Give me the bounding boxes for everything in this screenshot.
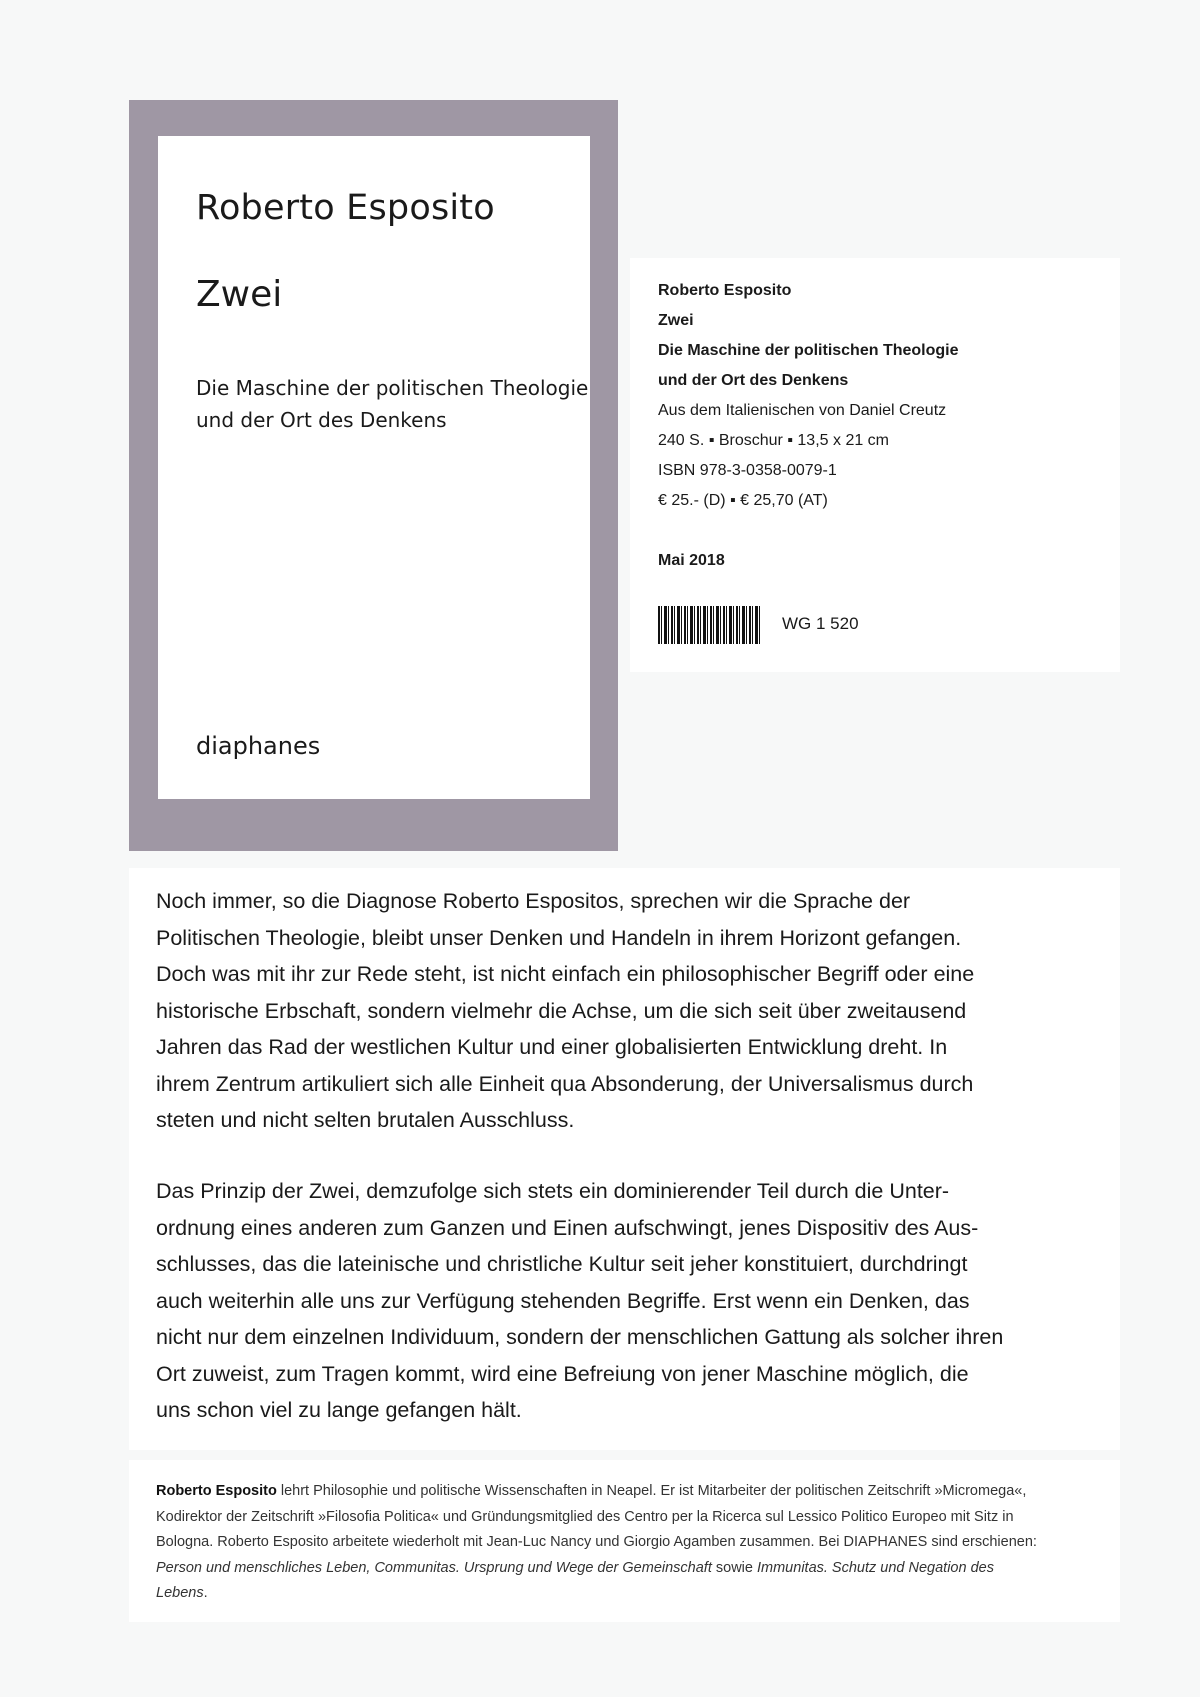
info-format: 240 S. ▪ Broschur ▪ 13,5 x 21 cm (658, 432, 890, 449)
info-translation: Aus dem Italienischen von Daniel Creutz (658, 402, 947, 419)
text-line: ihrem Zentrum artikuliert sich alle Einheit qua Absonderung, der Universalismus durch (156, 1071, 974, 1096)
book-cover-page (158, 136, 590, 799)
text-line: uns schon viel zu lange gefangen hält. (156, 1398, 522, 1422)
bio-end: . (203, 1585, 208, 1601)
text-line: Jahren das Rad der westlichen Kultur und einer globalisierten Entwicklung dreht. In (156, 1035, 948, 1059)
bio-line (156, 1581, 1106, 1607)
bio-author-name: Roberto Esposito (156, 1483, 277, 1499)
text-line: Das Prinzip der Zwei, demzufolge sich stets ein dominierender Teil durch die Unter- (156, 1179, 950, 1203)
bio-line (156, 1479, 1106, 1505)
author-bio (129, 1460, 1120, 1622)
text-line: nicht nur dem einzelnen Individuum, sondern der menschlichen Gattung als solcher ihren (156, 1325, 1004, 1349)
bio-line: Kodirektor der Zeitschrift »Filosofia Politica« und Gründungsmitglied des Centro per la Ricerca sul Lessico Politico Europeo mit Sitz in (156, 1508, 1014, 1525)
info-title: Zwei (658, 312, 694, 329)
text-line: steten und nicht selten brutalen Ausschluss. (156, 1108, 575, 1132)
bio-line: Bologna. Roberto Esposito arbeitete wiederholt mit Jean-Luc Nancy und Giorgio Agamben zusammen. Bei DIAPHANES sind erschienen: (156, 1534, 1037, 1550)
bio-text (156, 1479, 1106, 1607)
text-line: auch weiterhin alle uns zur Verfügung stehenden Begriffe. Erst wenn ein Denken, das (156, 1288, 970, 1313)
info-subtitle-line1: Die Maschine der politischen Theologie (658, 342, 959, 359)
description-paragraph-2 (156, 1173, 1106, 1429)
text-line: Doch was mit ihr zur Rede steht, ist nicht einfach ein philosophischer Begriff oder eine (156, 962, 975, 986)
info-price: € 25.- (D) ▪ € 25,70 (AT) (658, 492, 828, 509)
bio-line (156, 1556, 1106, 1582)
text-line: schlusses, das die lateinische und christliche Kultur seit jeher konstituiert, durchdringt (156, 1252, 968, 1276)
info-wg-code: WG 1 520 (782, 614, 859, 633)
text-line: Ort zuweist, zum Tragen kommt, wird eine Befreiung von jener Maschine möglich, die (156, 1361, 969, 1386)
bio-connector: sowie (711, 1559, 757, 1576)
info-subtitle-line2: und der Ort des Denkens (658, 372, 849, 389)
bio-work-title: Immunitas. Schutz und Negation des (757, 1559, 994, 1576)
description-paragraph-1 (156, 883, 1106, 1139)
bio-line1-text: lehrt Philosophie und politische Wissenschaften in Neapel. Er ist Mitarbeiter der politischen Zeitschrift »Micromega«, (276, 1483, 1027, 1499)
info-isbn: ISBN 978-3-0358-0079-1 (658, 462, 837, 479)
cover-publisher: diaphanes (196, 732, 321, 760)
cover-subtitle-line: Die Maschine der politischen Theologie (196, 376, 589, 400)
bio-work-title: Person und menschliches Leben, Communitas. Ursprung und Wege der Gemeinschaft (156, 1559, 712, 1576)
barcode (658, 606, 760, 644)
bio-work-title: Lebens (156, 1585, 204, 1601)
text-line: Politischen Theologie, bleibt unser Denken und Handeln in ihrem Horizont gefangen. (156, 925, 962, 950)
text-line: ordnung eines anderen zum Ganzen und Einen aufschwingt, jenes Dispositiv des Aus- (156, 1215, 979, 1240)
cover-subtitle-line: und der Ort des Denkens (196, 408, 447, 432)
cover-title: Zwei (196, 274, 283, 315)
text-line: Noch immer, so die Diagnose Roberto Espositos, sprechen wir die Sprache der (156, 889, 911, 913)
description (129, 868, 1120, 1450)
cover-subtitle (196, 372, 589, 436)
cover-author: Roberto Esposito (196, 188, 495, 228)
book-cover (129, 100, 618, 851)
book-info-panel (630, 258, 1120, 672)
info-author: Roberto Esposito (658, 282, 792, 299)
text-line: historische Erbschaft, sondern vielmehr die Achse, um die sich seit über zweitausend (156, 998, 967, 1023)
info-date: Mai 2018 (658, 552, 725, 569)
